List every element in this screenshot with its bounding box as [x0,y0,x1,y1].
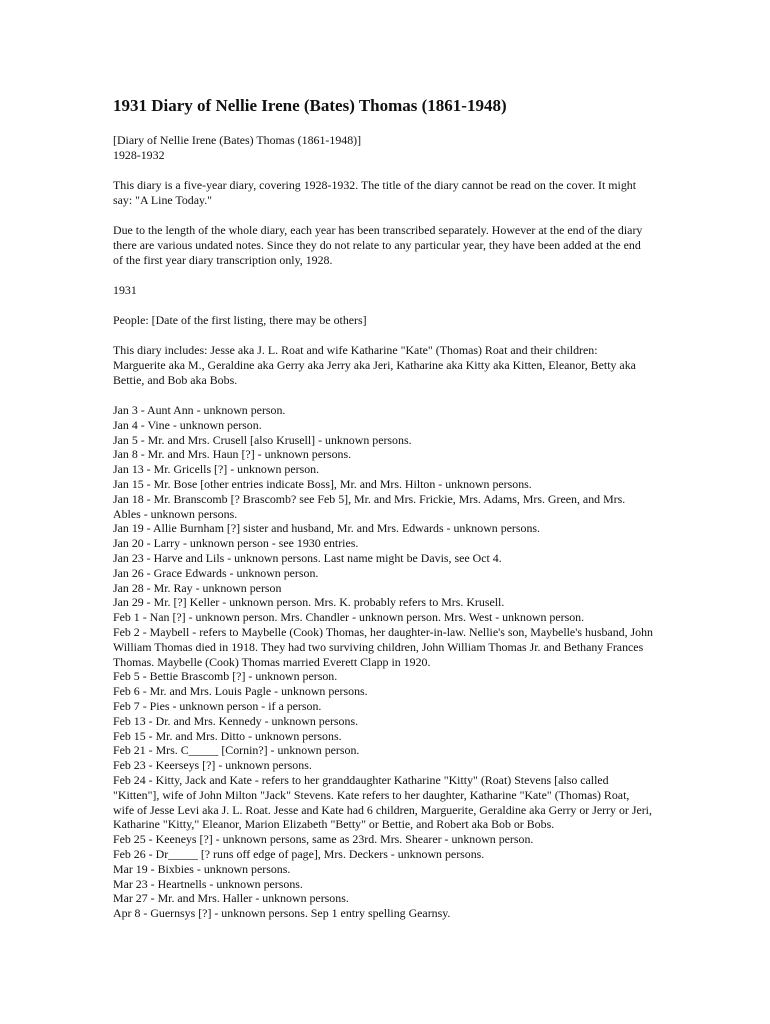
list-item: Apr 8 - Guernsys [?] - unknown persons. Sep 1 entry spelling Gearnsy. [113,906,451,921]
list-item: Feb 21 - Mrs. C_____ [Cornin?] - unknown person. [113,743,360,758]
list-item: Mar 23 - Heartnells - unknown persons. [113,876,303,891]
people-entry-list [113,403,653,921]
list-item: Jan 8 - Mr. and Mrs. Haun [?] - unknown persons. [113,447,352,462]
list-item: Jan 29 - Mr. [?] Keller - unknown person. Mrs. K. probably refers to Mrs. Krusell. [113,595,505,610]
document-body [113,96,653,921]
list-item: Feb 1 - Nan [?] - unknown person. Mrs. Chandler - unknown person. Mrs. West - unknown person. [113,610,585,625]
list-item: Feb 2 - Maybell - refers to Maybelle (Cook) Thomas, her daughter-in-law. Nellie's son, Maybelle's husband, John William Thomas died in 1918. They had two surviving children, John William Thomas Jr. and Bethany Frances Thomas. Maybelle (Cook) Thomas married Everett Clapp in 1920. [113,624,653,669]
list-item: Feb 15 - Mr. and Mrs. Ditto - unknown persons. [113,728,342,743]
list-item: Jan 5 - Mr. and Mrs. Crusell [also Krusell] - unknown persons. [113,432,412,447]
list-item: Jan 15 - Mr. Bose [other entries indicate Boss], Mr. and Mrs. Hilton - unknown persons. [113,476,532,491]
list-item: Feb 26 - Dr_____ [? runs off edge of page], Mrs. Deckers - unknown persons. [113,846,485,861]
source-date-range: 1928-1932 [113,148,165,162]
transcription-note-paragraph: Due to the length of the whole diary, each year has been transcribed separately. However at the end of the diary there are various undated notes. Since they do not relate to any particular year, they have been added at the end of the first year diary transcription only, 1928. [113,223,643,267]
list-item: Feb 24 - Kitty, Jack and Kate - refers to her granddaughter Katharine "Kitty" (Roat) Stevens [also called "Kitten"], wife of John Milton "Jack" Stevens. Kate refers to her daughter, Katharine "Kate" (Thomas) Roat, wife of Jesse Levi aka J. L. Roat. Jesse and Kate had 6 children, Marguerite, Geraldine aka Gerry or Jerry or Jeri, Katharine "Kitty," Eleanor, Marion Elizabeth "Betty" or Bettie, and Robert aka Bob or Bobs. [113,772,652,832]
list-item: Feb 6 - Mr. and Mrs. Louis Pagle - unknown persons. [113,684,368,699]
list-item: Jan 18 - Mr. Branscomb [? Brascomb? see Feb 5], Mr. and Mrs. Frickie, Mrs. Adams, Mrs. Green, and Mrs. Ables - unknown persons. [113,491,626,521]
year-heading: 1931 [113,283,137,297]
list-item: Jan 20 - Larry - unknown person - see 1930 entries. [113,536,359,551]
list-item: Jan 26 - Grace Edwards - unknown person. [113,565,319,580]
list-item: Jan 23 - Harve and Lils - unknown persons. Last name might be Davis, see Oct 4. [113,550,502,565]
list-item: Mar 27 - Mr. and Mrs. Haller - unknown persons. [113,891,349,906]
list-item: Jan 13 - Mr. Gricells [?] - unknown person. [113,462,320,477]
list-item: Jan 4 - Vine - unknown person. [113,417,262,432]
list-item: Feb 5 - Bettie Brascomb [?] - unknown person. [113,669,338,684]
source-line: [Diary of Nellie Irene (Bates) Thomas (1861-1948)] [113,133,362,147]
list-item: Jan 28 - Mr. Ray - unknown person [113,580,282,595]
list-item: Feb 13 - Dr. and Mrs. Kennedy - unknown persons. [113,713,359,728]
page-title: 1931 Diary of Nellie Irene (Bates) Thomas (1861-1948) [113,96,507,115]
list-item: Feb 23 - Keerseys [?] - unknown persons. [113,758,312,773]
list-item: Feb 7 - Pies - unknown person - if a person. [113,698,322,713]
family-includes-paragraph: This diary includes: Jesse aka J. L. Roat and wife Katharine "Kate" (Thomas) Roat and their children: Marguerite aka M., Geraldine aka Gerry aka Jerry aka Jeri, Katharine aka Kitty aka Kitten, Eleanor, Betty aka Bettie, and Bob aka Bobs. [113,343,636,387]
people-heading: People: [Date of the first listing, there may be others] [113,313,367,327]
source-citation [113,133,653,163]
list-item: Mar 19 - Bixbies - unknown persons. [113,861,291,876]
list-item: Feb 25 - Keeneys [?] - unknown persons, same as 23rd. Mrs. Shearer - unknown person. [113,832,534,847]
list-item: Jan 3 - Aunt Ann - unknown person. [113,403,286,417]
list-item: Jan 19 - Allie Burnham [?] sister and husband, Mr. and Mrs. Edwards - unknown persons. [113,521,541,536]
intro-paragraph: This diary is a five-year diary, covering 1928-1932. The title of the diary cannot be read on the cover. It might say: "A Line Today." [113,178,637,207]
